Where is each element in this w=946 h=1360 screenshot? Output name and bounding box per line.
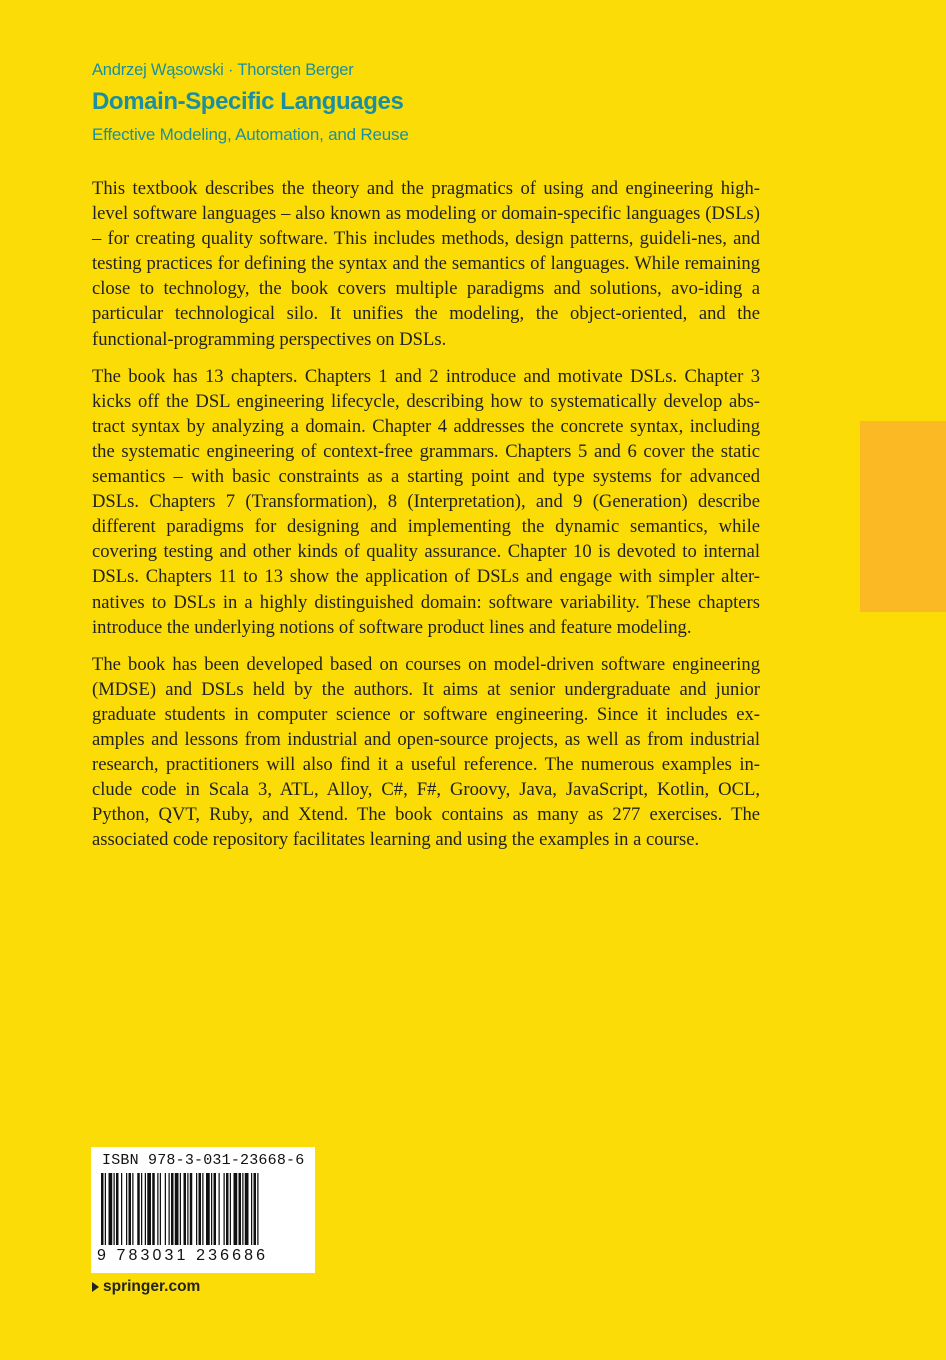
description-paragraph-2: The book has 13 chapters. Chapters 1 and 2 introduce and motivate DSLs. Chapter 3 kicks off the DSL engineering lifecycle, describing how to systematically develop abs-tract syntax by analyzing a domain. Chapter 4 addresses the concrete syntax, including the systematic engineering of context-free grammars. Chapters 5 and 6 cover the static semantics – with basic constraints as a starting point and type systems for advanced DSLs. Chapters 7 (Transformation), 8 (Interpretation), and 9 (Generation) describe different paradigms for designing and implementing the dynamic semantics, while covering testing and other kinds of quality assurance. Chapter 10 is devoted to internal DSLs. Chapters 11 to 13 show the application of DSLs and engage with simpler alter-natives to DSLs in a highly distinguished domain: software variability. These chapters introduce the underlying notions of software product lines and feature modeling. [92,365,760,638]
barcode-bar [257,1173,258,1245]
barcode-bar [137,1173,140,1245]
barcode-bar [206,1173,210,1245]
barcode-bar [116,1173,119,1245]
book-subtitle: Effective Modeling, Automation, and Reuse [92,125,409,144]
barcode-bar [184,1173,187,1245]
barcode-bar [109,1173,113,1245]
barcode-bar [251,1173,252,1245]
barcode-bar [165,1173,166,1245]
barcode-bar [157,1173,158,1245]
barcode-bar [242,1173,243,1245]
barcode-bar [245,1173,249,1245]
barcode-bar [147,1173,151,1245]
barcode-bar [141,1173,142,1245]
barcode-bar [101,1173,104,1245]
isbn-label: ISBN 978-3-031-23668-6 [102,1152,305,1169]
barcode-bar [254,1173,257,1245]
barcode-bar [175,1173,179,1245]
description-paragraph-3: The book has been developed based on courses on model-driven software engineering (MDSE) and DSLs held by the authors. It aims at senior undergraduate and junior graduate students in computer science or software engineering. Since it includes ex-amples and lessons from industrial and open-source projects, as well as from industrial research, practitioners will also find it a useful reference. The numerous examples in-clude code in Scala 3, ATL, Alloy, C#, F#, Groovy, Java, JavaScript, Kotlin, OCL, Python, QVT, Ruby, and Xtend. The book contains as many as 277 exercises. The associated code repository facilitates learning and using the examples in a course. [92,653,760,851]
barcode-digits: 9 783031 236686 [97,1247,269,1264]
barcode-bars [101,1173,305,1245]
barcode-bar [160,1173,161,1245]
barcode-bar [190,1173,193,1245]
barcode-bar [226,1173,229,1245]
barcode-bar [105,1173,106,1245]
barcode-bar [145,1173,146,1245]
barcode-bar [214,1173,217,1245]
barcode-bar [224,1173,225,1245]
barcode-bar [211,1173,212,1245]
side-color-tab [860,421,946,612]
description-paragraph-1: This textbook describes the theory and the pragmatics of using and engineering high-level software languages – also known as modeling or domain-specific languages (DSLs) – for creating quality software. This includes methods, design patterns, guideli-nes, and testing practices for defining the syntax and the semantics of languages. While remaining close to technology, the book covers multiple paradigms and solutions, avo-iding a particular technological silo. It unifies the modeling, the object-oriented, and the functional-programming perspectives on DSLs. [92,178,760,350]
barcode-bar [180,1173,181,1245]
arrow-right-icon [92,1282,99,1292]
publisher-link[interactable] [92,1278,200,1296]
barcode-bar [169,1173,170,1245]
description [92,176,760,864]
publisher-link-label: springer.com [103,1278,201,1295]
barcode-bar [239,1173,242,1245]
barcode-bar [171,1173,174,1245]
barcode-bar [129,1173,132,1245]
barcode-bar [121,1173,122,1245]
barcode-bar [196,1173,197,1245]
barcode-bar [202,1173,203,1245]
barcode-bar [126,1173,127,1245]
barcode-bar [114,1173,115,1245]
book-title: Domain-Specific Languages [92,88,404,115]
isbn-barcode [91,1147,315,1273]
barcode-bar [187,1173,188,1245]
barcode-bar [219,1173,220,1245]
authors: Andrzej Wąsowski · Thorsten Berger [92,61,354,79]
barcode-bar [230,1173,231,1245]
barcode-bar [199,1173,202,1245]
barcode-bar [234,1173,238,1245]
barcode-bar [132,1173,133,1245]
barcode-bar [152,1173,155,1245]
